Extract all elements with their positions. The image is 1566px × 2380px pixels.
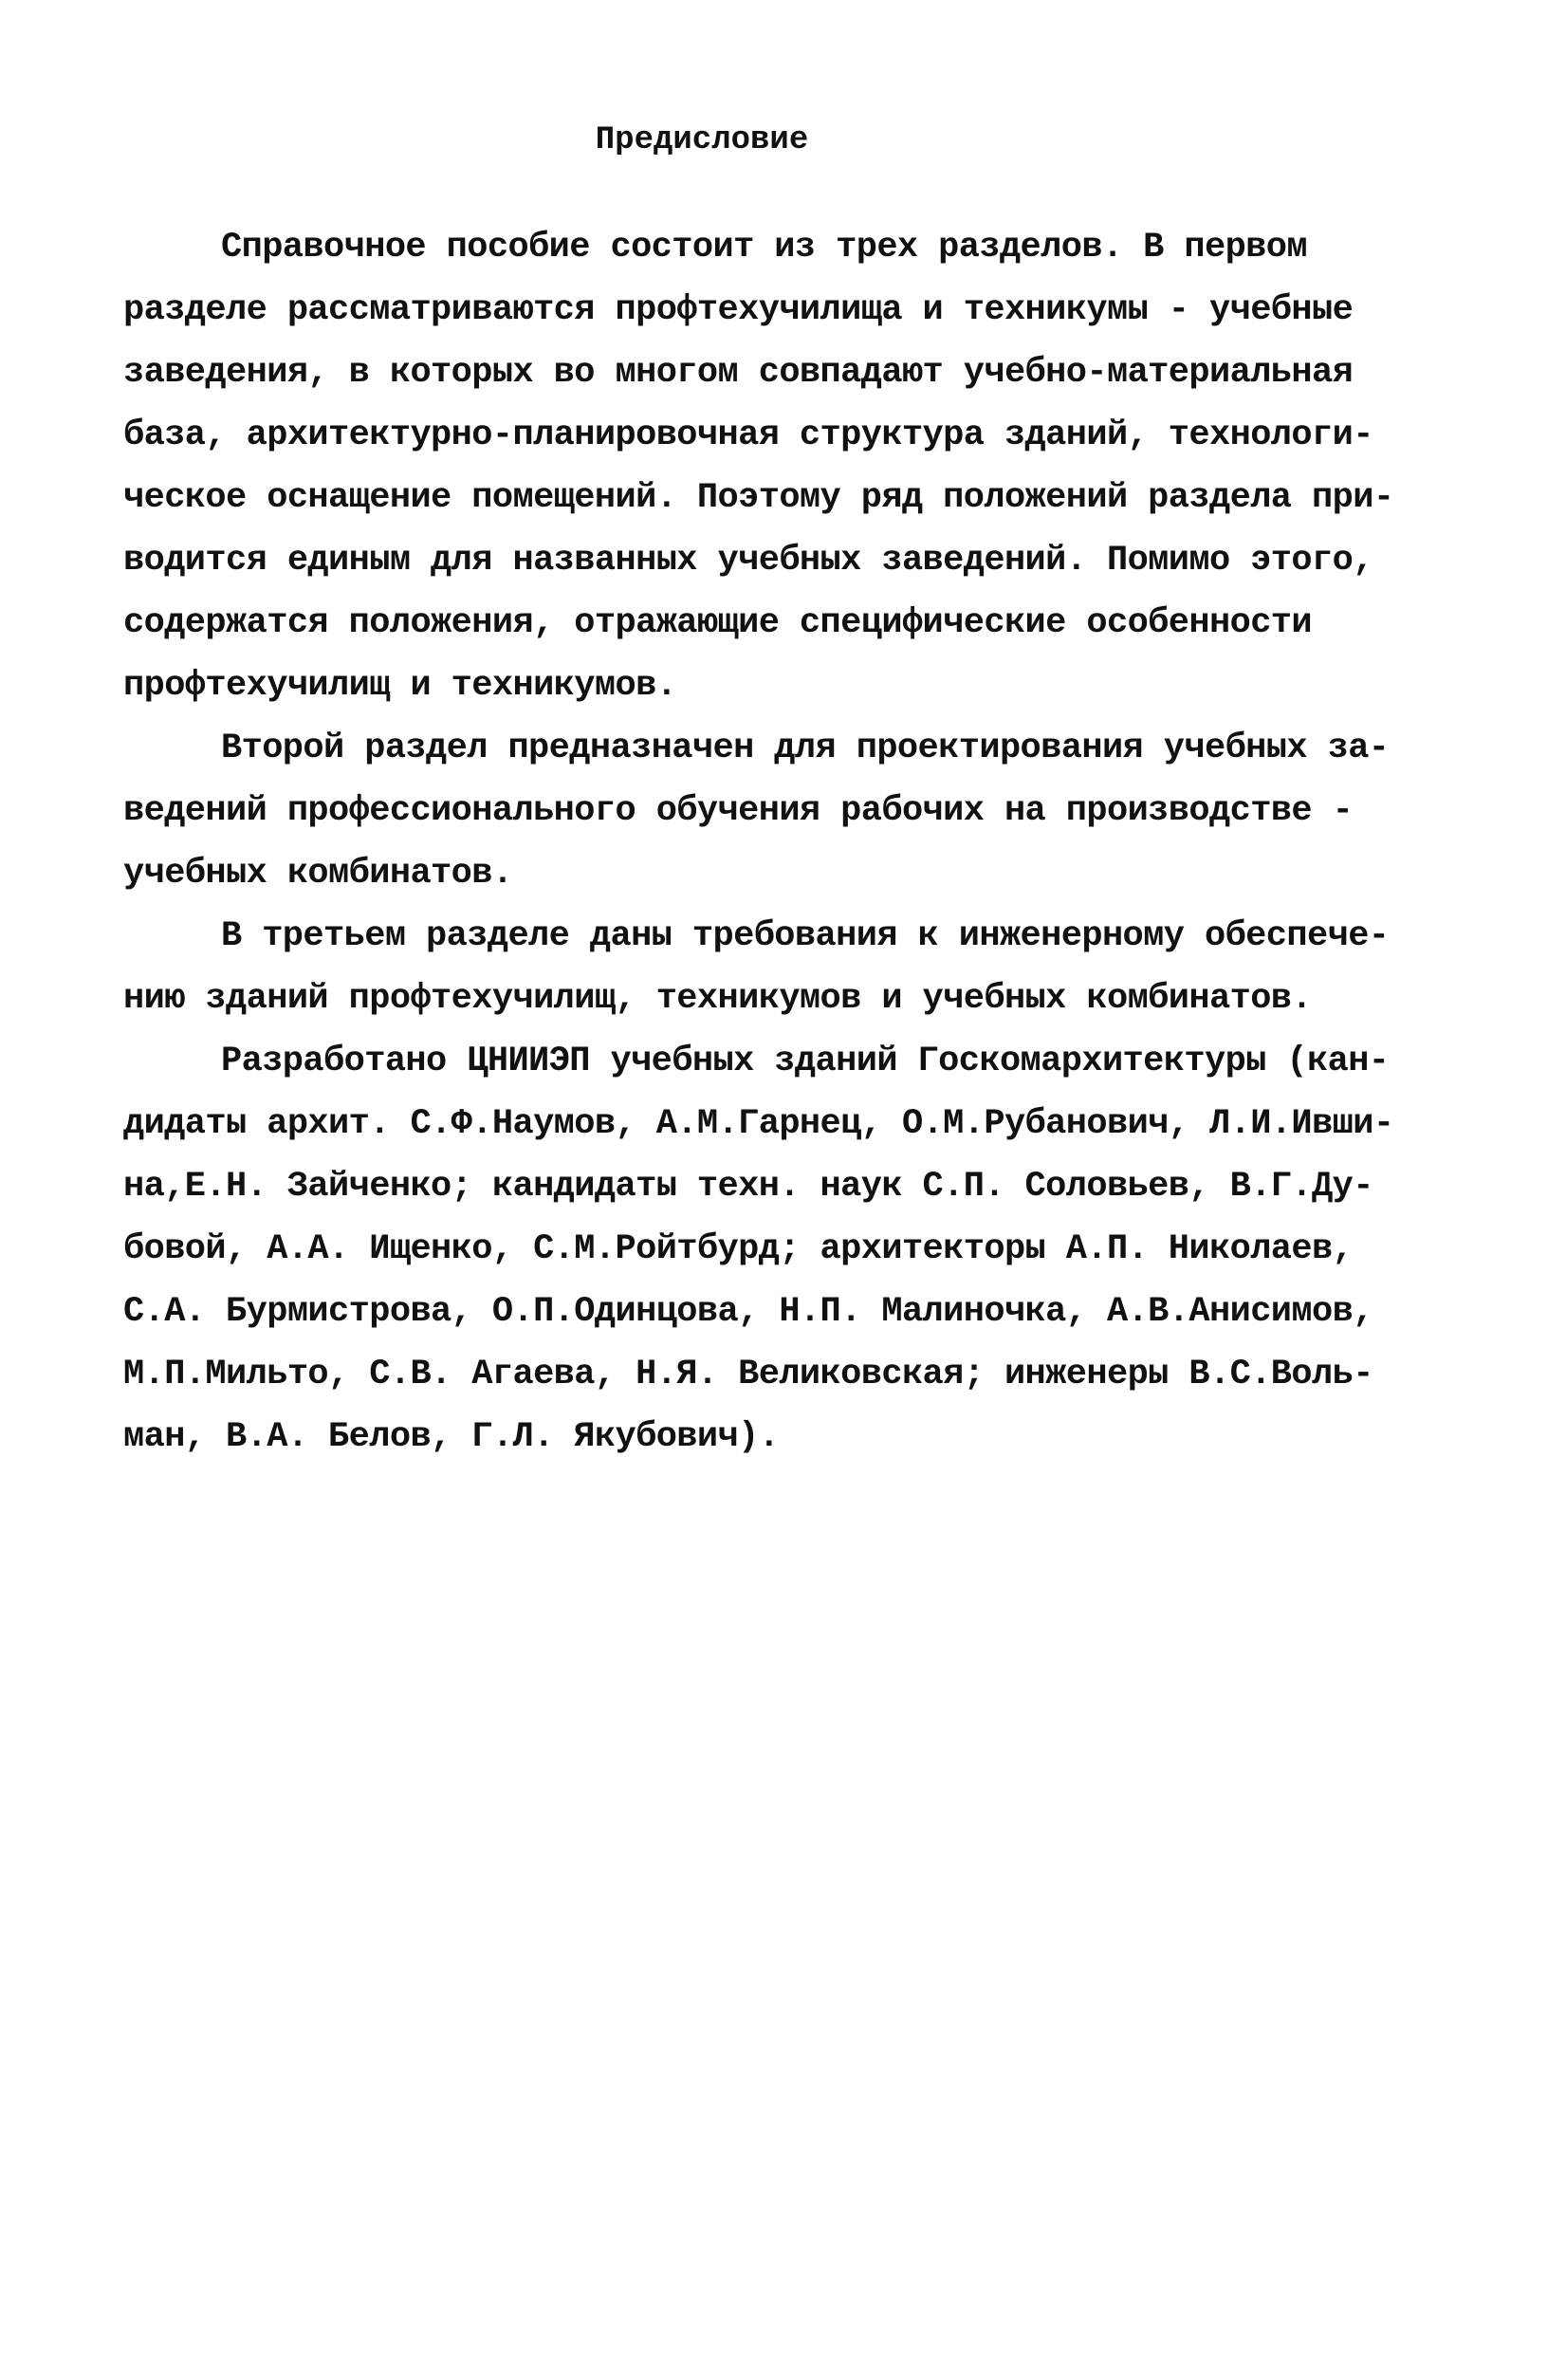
text-line: водится единым для названных учебных заведений. Помимо этого, bbox=[123, 541, 1373, 581]
text-line: ческое оснащение помещений. Поэтому ряд положений раздела при- bbox=[123, 478, 1394, 518]
page-title: Предисловие bbox=[595, 122, 809, 158]
text-line: база, архитектурно-планировочная структура зданий, технологи- bbox=[123, 415, 1373, 455]
text-line: М.П.Мильто, С.В. Агаева, Н.Я. Великовская; инженеры В.С.Воль- bbox=[123, 1355, 1373, 1394]
text-line: С.А. Бурмистрова, О.П.Одинцова, Н.П. Малиночка, А.В.Анисимов, bbox=[123, 1292, 1373, 1332]
text-line: учебных комбинатов. bbox=[123, 854, 513, 894]
text-line: Второй раздел предназначен для проектирования учебных за- bbox=[221, 729, 1390, 768]
text-line: Справочное пособие состоит из трех разделов. В первом bbox=[221, 228, 1307, 268]
text-line: дидаты архит. С.Ф.Наумов, А.М.Гарнец, О.М.Рубанович, Л.И.Ивши- bbox=[123, 1104, 1394, 1144]
text-line: разделе рассматриваются профтехучилища и техникумы - учебные bbox=[123, 290, 1354, 330]
text-line: ман, В.А. Белов, Г.Л. Якубович). bbox=[123, 1417, 780, 1457]
text-line: В третьем разделе даны требования к инженерному обеспече- bbox=[221, 916, 1390, 956]
text-line: заведения, в которых во многом совпадают учебно-материальная bbox=[123, 353, 1354, 393]
text-line: ведений профессионального обучения рабочих на производстве - bbox=[123, 791, 1354, 831]
text-line: бовой, А.А. Ищенко, С.М.Ройтбурд; архитекторы А.П. Николаев, bbox=[123, 1229, 1354, 1269]
body-text bbox=[123, 216, 1394, 1468]
text-line: нию зданий профтехучилищ, техникумов и учебных комбинатов. bbox=[123, 979, 1313, 1019]
text-line: Разработано ЦНИИЭП учебных зданий Госкомархитектуры (кан- bbox=[221, 1042, 1390, 1081]
text-line: профтехучилищ и техникумов. bbox=[123, 666, 677, 706]
text-line: содержатся положения, отражающие специфические особенности bbox=[123, 603, 1313, 643]
text-line: на,Е.Н. Зайченко; кандидаты техн. наук С.П. Соловьев, В.Г.Ду- bbox=[123, 1167, 1373, 1207]
